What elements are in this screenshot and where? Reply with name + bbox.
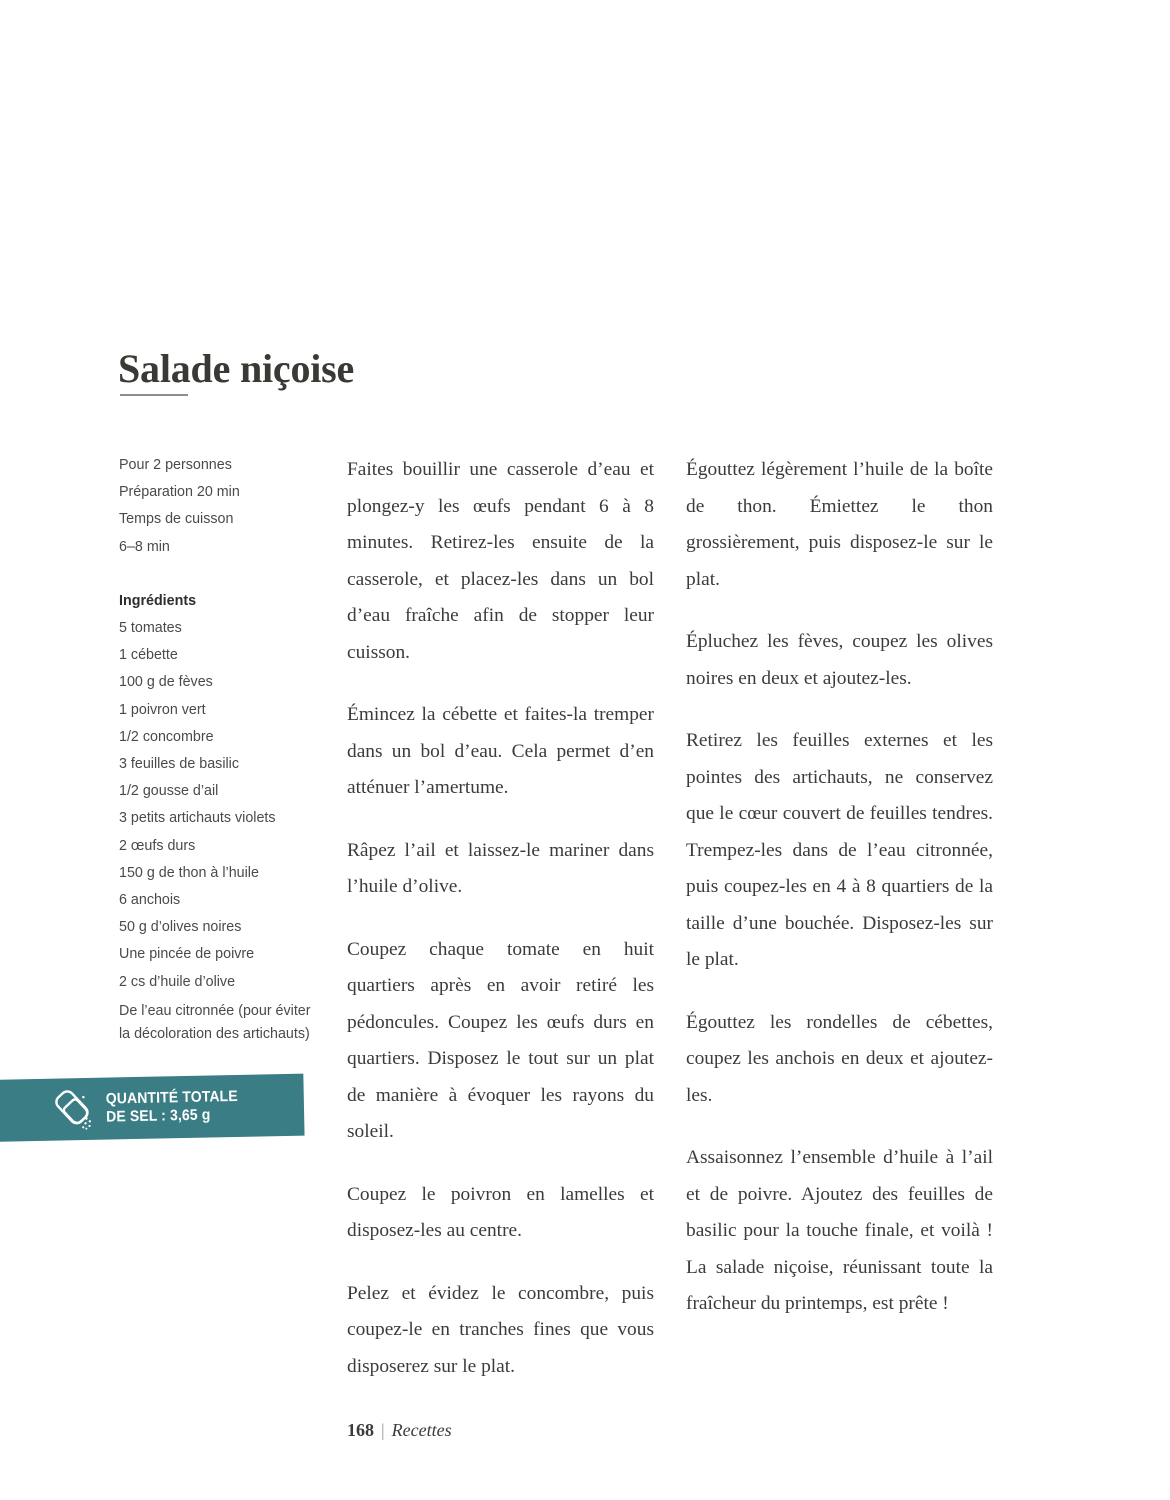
salt-shaker-icon [48,1085,97,1134]
title-divider [120,394,188,396]
ingredient-item: Une pincée de poivre [119,946,255,963]
footer-section-label: Recettes [391,1420,452,1440]
servings-text: Pour 2 personnes [119,457,232,473]
ingredient-item: 1 cébette [119,647,178,664]
instruction-paragraph: Épluchez les fèves, coupez les olives noires en deux et ajoutez-les. [686,631,993,689]
ingredients-heading: Ingrédients [119,592,197,609]
cooking-time-value: 6–8 min [119,538,170,555]
ingredient-item: 2 cs d’huile d’olive [119,973,236,990]
instruction-paragraph: Égouttez les rondelles de cébettes, coupez les anchois en deux et ajoutez-les. [686,1011,993,1106]
page-title: Salade niçoise [118,345,355,391]
ingredient-item: 3 feuilles de basilic [119,756,240,773]
ingredient-item: 1 poivron vert [119,701,206,718]
ingredient-item: 2 œufs durs [119,837,196,854]
salt-badge-text [106,1087,239,1127]
salt-quantity-badge [0,1074,305,1142]
ingredient-item: 50 g d’olives noires [119,919,242,936]
page-footer [347,1420,452,1441]
instruction-paragraph: Assaisonnez l’ensemble d’huile à l’ail et de poivre. Ajoutez des feuilles de basilic pour la touche finale, et voilà ! La salade niçoise, réunissant toute la fraîcheur du printemps, est prête ! [686,1147,993,1314]
footer-separator: | [381,1420,385,1440]
page-number: 168 [347,1420,374,1440]
ingredients-column [119,452,315,1046]
instruction-paragraph: Pelez et évidez le concombre, puis coupez-le en tranches fines que vous disposerez sur le plat. [347,1282,654,1377]
salt-badge-line-2: DE SEL : 3,65 g [105,1106,211,1126]
ingredient-item: 1/2 concombre [119,728,214,745]
instruction-paragraph: Coupez chaque tomate en huit quartiers après en avoir retiré les pédoncules. Coupez les œufs durs en quartiers. Disposez le tout sur un plat de manière à évoquer les rayons du soleil. [347,938,654,1142]
ingredient-item: 6 anchois [119,892,181,909]
preparation-time-text: Préparation 20 min [119,484,240,501]
instruction-paragraph: Émincez la cébette et faites-la tremper dans un bol d’eau. Cela permet d’en atténuer l’amertume. [347,704,654,798]
instructions-column-right [686,452,993,1323]
instruction-paragraph: Égouttez légèrement l’huile de la boîte de thon. Émiettez le thon grossièrement, puis disposez-le sur le plat. [686,459,993,590]
cooking-time-label: Temps de cuisson [119,511,234,528]
ingredient-item: 150 g de thon à l’huile [119,864,259,881]
ingredient-item: De l’eau citronnée (pour éviter la décoloration des artichauts) [119,1002,311,1042]
ingredient-item: 3 petits artichauts violets [119,810,276,827]
instruction-paragraph: Râpez l’ail et laissez-le mariner dans l’huile d’olive. [347,839,654,897]
instructions-column-middle [347,452,654,1385]
ingredient-item: 1/2 gousse d’ail [119,783,219,800]
ingredient-item: 100 g de fèves [119,674,213,691]
salt-badge-line-1: QUANTITÉ TOTALE [105,1087,238,1108]
instruction-paragraph: Faites bouillir une casserole d’eau et plongez-y les œufs pendant 6 à 8 minutes. Retirez-les ensuite de la casserole, et placez-les dans un bol d’eau fraîche afin de stopper leur cuisson. [347,459,654,663]
instruction-paragraph: Retirez les feuilles externes et les pointes des artichauts, ne conservez que le cœur couvert de feuilles tendres. Trempez-les dans de l’eau citronnée, puis coupez-les en 4 à 8 quartiers de la taille d’une bouchée. Disposez-les sur le plat. [686,730,993,970]
instruction-paragraph: Coupez le poivron en lamelles et disposez-les au centre. [347,1183,654,1241]
ingredient-item: 5 tomates [119,620,182,637]
